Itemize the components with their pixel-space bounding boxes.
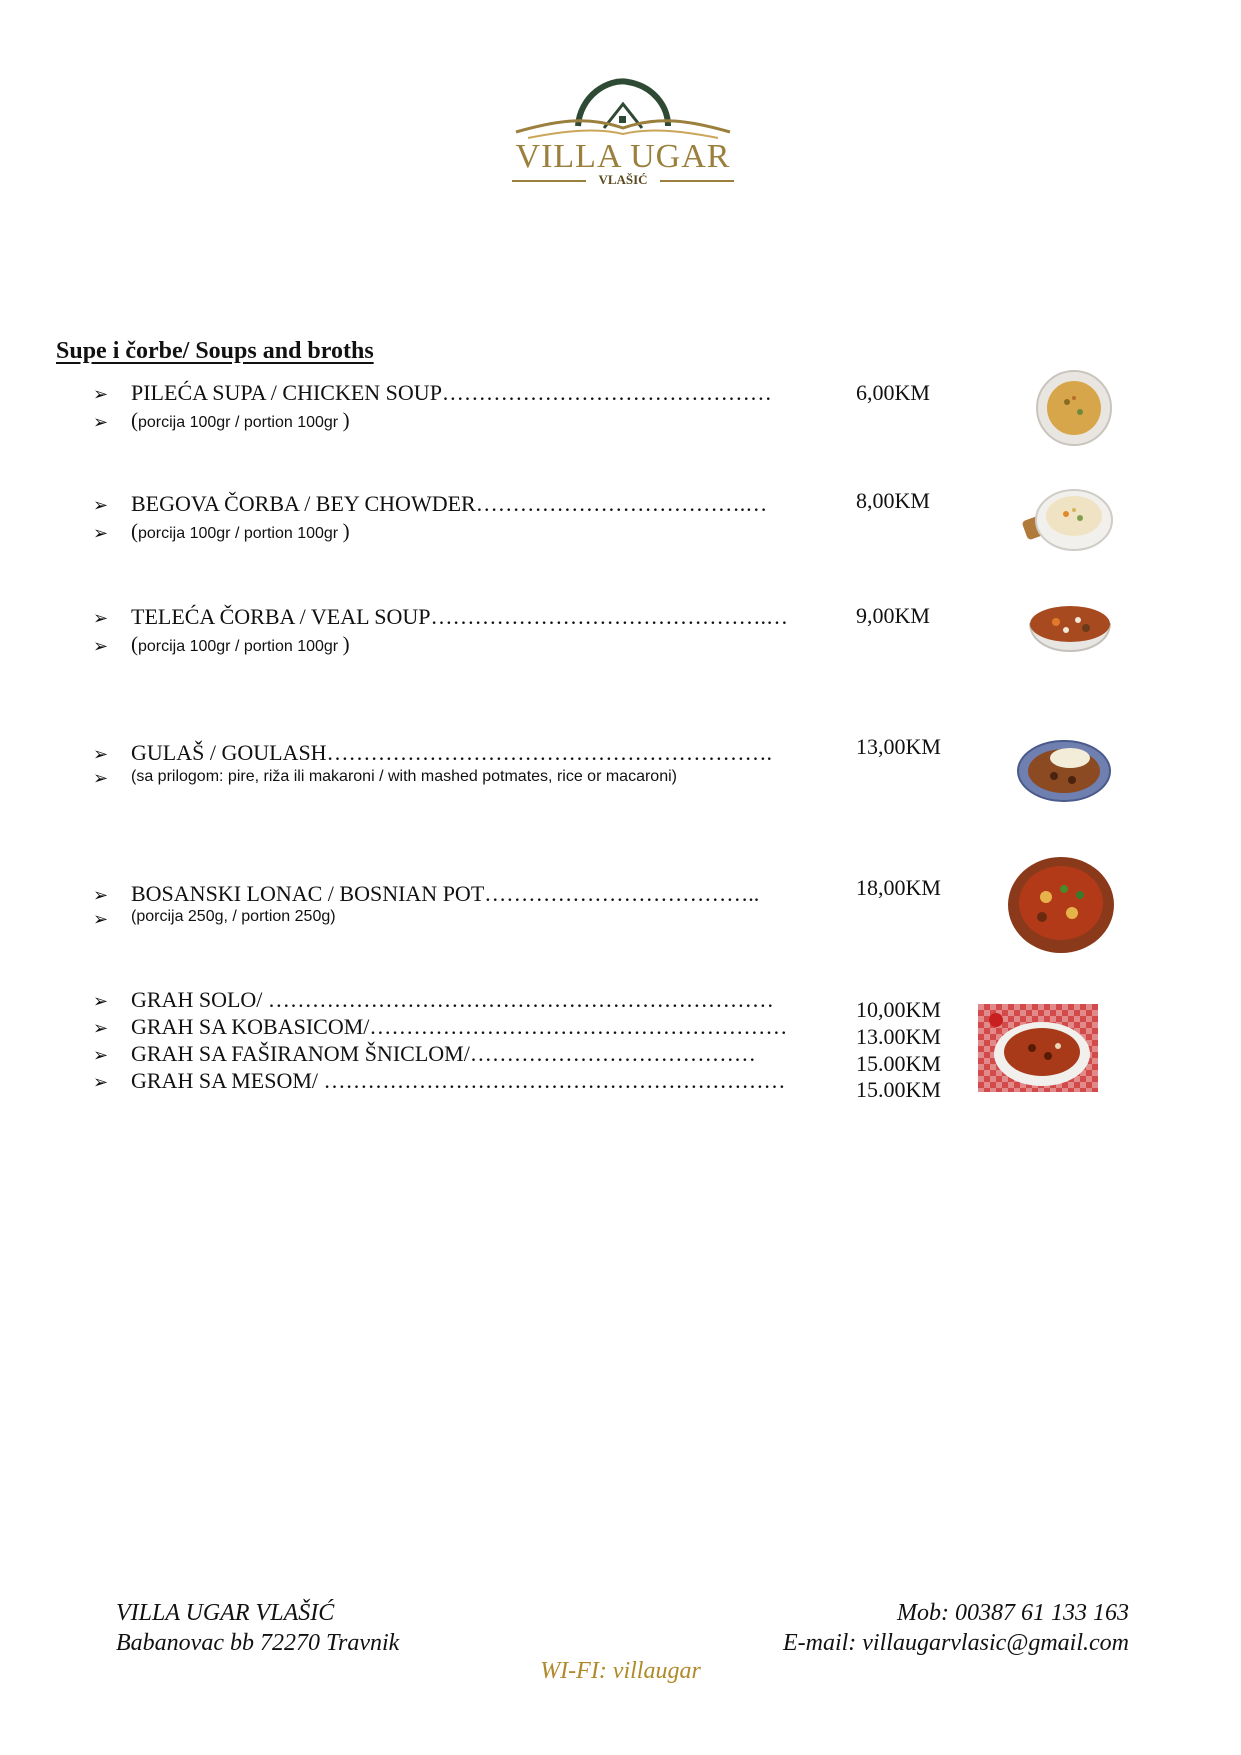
menu-item-price: 13.00KM xyxy=(856,1024,941,1049)
bullet-icon: ➢ xyxy=(93,991,109,1011)
menu-item-note: (porcija 100gr / portion 100gr ) xyxy=(131,519,350,543)
veal-soup-bowl-icon xyxy=(1026,598,1114,672)
bullet-icon: ➢ xyxy=(93,909,109,929)
chicken-soup-bowl-icon xyxy=(1034,368,1114,448)
menu-item-name: GULAŠ / GOULASH……………………………………………………. xyxy=(131,740,773,765)
menu-item-name: GRAH SOLO/ …………………………………………………………… xyxy=(131,987,774,1012)
logo-name: VILLA UGAR xyxy=(515,138,731,175)
bullet-icon: ➢ xyxy=(93,1072,109,1092)
logo-subtitle: VLAŠIĆ xyxy=(598,172,648,187)
footer-phone: Mob: 00387 61 133 163 xyxy=(897,1600,1129,1626)
menu-item-name: BEGOVA ČORBA / BEY CHOWDER……………………………….… xyxy=(131,491,768,516)
menu-item-note: (porcija 250g, / portion 250g) xyxy=(131,908,336,925)
bey-chowder-bowl-icon xyxy=(1022,482,1114,554)
bullet-icon: ➢ xyxy=(93,608,109,628)
menu-item-price: 6,00KM xyxy=(856,380,930,405)
section-title: Supe i čorbe/ Soups and broths xyxy=(56,338,374,364)
menu-item-name: BOSANSKI LONAC / BOSNIAN POT……………………………….. xyxy=(131,881,760,906)
menu-item-name: TELEĆA ČORBA / VEAL SOUP……………………………………….… xyxy=(131,604,788,629)
menu-item-price: 8,00KM xyxy=(856,488,930,513)
menu-item-name: PILEĆA SUPA / CHICKEN SOUP……………………………………… xyxy=(131,380,772,405)
bullet-icon: ➢ xyxy=(93,744,109,764)
bullet-icon: ➢ xyxy=(93,636,109,656)
menu-item-price: 13,00KM xyxy=(856,734,941,759)
menu-item-name: GRAH SA MESOM/ ……………………………………………………… xyxy=(131,1068,786,1093)
bosnian-pot-icon xyxy=(1006,855,1116,955)
footer-address-line: Babanovac bb 72270 Travnik xyxy=(116,1630,400,1656)
menu-item-note: (sa prilogom: pire, riža ili makaroni / with mashed potmates, rice or macaroni) xyxy=(131,768,677,785)
menu-item-price: 15.00KM xyxy=(856,1077,941,1102)
footer-email: E-mail: villaugarvlasic@gmail.com xyxy=(782,1630,1129,1656)
bullet-icon: ➢ xyxy=(93,1045,109,1065)
footer-contact xyxy=(783,1598,1129,1658)
menu-item-note: (porcija 100gr / portion 100gr ) xyxy=(131,632,350,656)
bullet-icon: ➢ xyxy=(93,1018,109,1038)
logo-emblem-icon xyxy=(508,76,738,146)
bullet-icon: ➢ xyxy=(93,384,109,404)
bullet-icon: ➢ xyxy=(93,768,109,788)
footer-wifi: WI-FI: villaugar xyxy=(540,1658,701,1684)
bullet-icon: ➢ xyxy=(93,495,109,515)
menu-item-price: 9,00KM xyxy=(856,603,930,628)
bean-stew-icon xyxy=(978,1004,1098,1092)
bullet-icon: ➢ xyxy=(93,885,109,905)
menu-item-name: GRAH SA FAŠIRANOM ŠNICLOM/………………………………… xyxy=(131,1041,756,1066)
goulash-plate-icon xyxy=(1016,738,1112,804)
footer-address xyxy=(116,1598,399,1658)
bullet-icon: ➢ xyxy=(93,412,109,432)
menu-item-price: 18,00KM xyxy=(856,875,941,900)
menu-item-price: 15.00KM xyxy=(856,1051,941,1076)
menu-item-price: 10,00KM xyxy=(856,997,941,1022)
footer-venue-name: VILLA UGAR VLAŠIĆ xyxy=(116,1600,335,1626)
bullet-icon: ➢ xyxy=(93,523,109,543)
menu-item-note: (porcija 100gr / portion 100gr ) xyxy=(131,408,350,432)
menu-item-name: GRAH SA KOBASICOM/………………………………………………… xyxy=(131,1014,788,1039)
villa-ugar-logo xyxy=(508,76,738,188)
